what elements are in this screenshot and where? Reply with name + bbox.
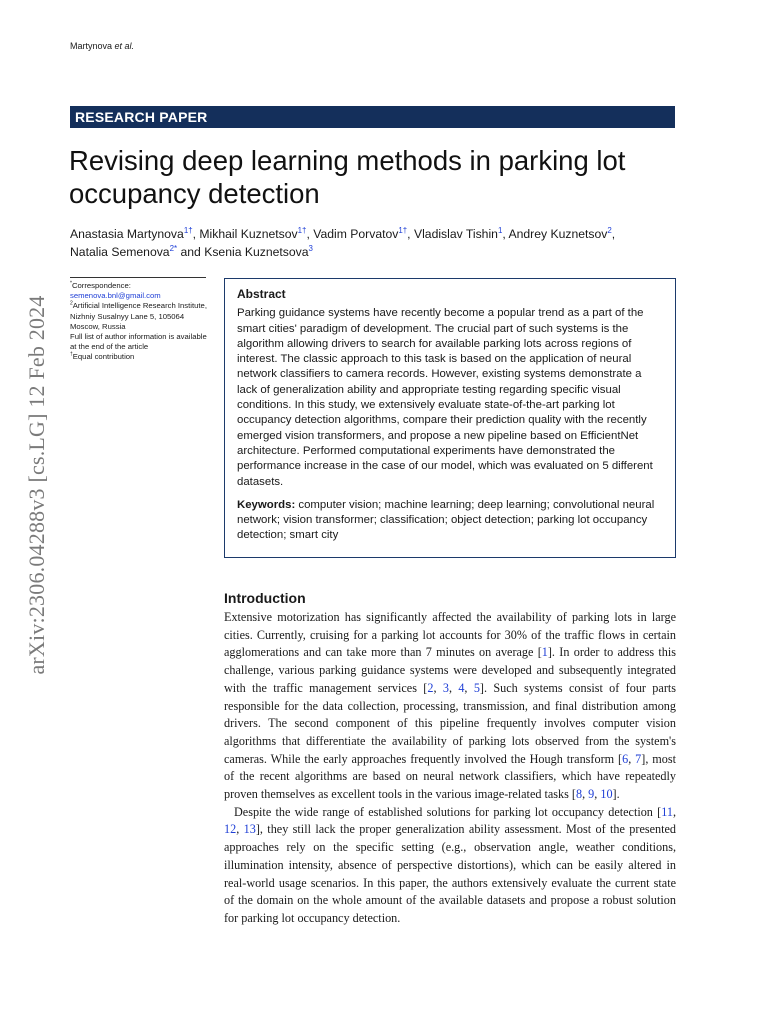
author-name: Anastasia Martynova: [70, 227, 184, 241]
citation-link[interactable]: 7: [635, 751, 642, 766]
citation-link[interactable]: 2: [427, 680, 434, 695]
abstract-heading: Abstract: [237, 287, 286, 301]
arxiv-identifier-stamp: arXiv:2306.04288v3 [cs.LG] 12 Feb 2024: [24, 295, 49, 675]
citation-link[interactable]: 9: [588, 787, 595, 802]
citation-link[interactable]: 12: [224, 822, 237, 837]
author-notes-sidebar: [70, 277, 208, 363]
sidebar-divider: [70, 277, 206, 278]
author-affiliation-link[interactable]: 1†: [297, 225, 307, 235]
author-name: Natalia Semenova: [70, 244, 170, 259]
author-affiliation-link[interactable]: 1: [497, 225, 503, 235]
citation-link[interactable]: 4: [458, 680, 465, 695]
introduction-paragraph-2: Despite the wide range of established solutions for parking lot occupancy detection [11, 12, 13], they still lack the proper generalization ability assessment. Most of the presented approaches rely on the specific setting (e.g., observation angle, weather conditions, illumination intensity, absence of perspective distortions), which can be easily altered in real-world usage scenarios. In this paper, the authors extensively evaluate the current state of the domain on the whole amount of the available datasets and propose a robust solution for parking lot occupancy detection.: [224, 804, 676, 925]
author-list: Anastasia Martynova$^{1\dagger}$, Mikhail Kuznetsov$^{1\dagger}$, Vadim Porvatov$^{1\dagger}$, Vladislav Tishin$^1$, Andrey Kuznetsov$^2$, Natalia Semenova$^{2*}$ and Ksenia Kuznetsova$^3$: [70, 225, 616, 259]
correspondence-note: *Correspondence:: [70, 280, 131, 290]
author-name: Andrey Kuznetsov: [508, 227, 608, 241]
author-affiliation-link[interactable]: 2*: [169, 243, 178, 253]
introduction-paragraph-1: Extensive motorization has significantly affected the availability of parking lots in large cities. Currently, cruising for a parking lot accounts for 30% of the traffic flows in certain agglomerations and can take more than 7 minutes on average [1]. In order to address this challenge, various parking guidance systems were developed and subsequently integrated with the traffic management services [2, 3, 4, 5]. Such systems consist of four parts responsible for the data collection, processing, transmission, and final distribution among drivers. The second component of this pipeline frequently involves computer vision algorithms that differentiate the availability of parking lots observed from the system's cameras. While the early approaches frequently involved the Hough transform [6, 7], most of the recent algorithms are based on neural network classifiers, which have repeatedly proven themselves as excellent tools in the various image-related tasks [8, 9, 10].: [224, 610, 677, 802]
running-head: [70, 41, 134, 51]
citation-link[interactable]: 10: [600, 787, 613, 802]
author-affiliation-link[interactable]: 1†: [183, 225, 193, 235]
author-name: Ksenia Kuznetsova: [204, 244, 309, 259]
citation-link[interactable]: 5: [473, 680, 480, 695]
paper-title: Revising deep learning methods in parking lot occupancy detection: [69, 145, 626, 209]
citation-link[interactable]: 3: [442, 680, 449, 695]
introduction-heading: Introduction: [224, 590, 306, 606]
author-name: Vadim Porvatov: [313, 227, 399, 241]
running-head-authors: Martynova: [70, 41, 113, 51]
author-affiliation-link[interactable]: 3: [308, 243, 313, 253]
author-name: Vladislav Tishin: [413, 227, 498, 241]
author-affiliation-link[interactable]: 1†: [398, 225, 408, 235]
introduction-body: [224, 609, 676, 928]
full-list-note: Full list of author information is available at the end of the article: [70, 332, 207, 352]
keywords-text: computer vision; machine learning; deep learning; convolutional neural network; vision transformer; classification; object detection; parking lot occupancy detection; smart city: [237, 498, 655, 542]
author-name: Mikhail Kuznetsov: [199, 227, 298, 241]
abstract-box: [224, 278, 676, 558]
author-affiliation-link[interactable]: 2: [607, 225, 612, 235]
correspondence-email-link[interactable]: semenova.bnl@gmail.com: [70, 291, 161, 301]
keywords: [237, 498, 663, 544]
citation-link[interactable]: 1: [541, 645, 548, 660]
abstract-text: Parking guidance systems have recently become a popular trend as a part of the smart cities' paradigm of development. The crucial part of such systems is the algorithm allowing drivers to search for available parking lots across regions of interest. The classic approach to this task is based on the application of neural network classifiers to camera records. However, existing systems demonstrate a lack of generalization ability and appropriate testing regarding specific visual conditions. In this study, we extensively evaluate state-of-the-art parking lot occupancy detection algorithms, compare their prediction quality with the recently emerged vision transformers, and propose a new pipeline based on EfficientNet architecture. Performed computational experiments have demonstrated the performance increase in the case of our model, which was evaluated on 5 different datasets.: [237, 307, 653, 488]
citation-link[interactable]: 6: [622, 751, 629, 766]
paper-type-banner: RESEARCH PAPER: [70, 106, 675, 128]
citation-link[interactable]: 13: [243, 822, 256, 837]
citation-link[interactable]: 11: [661, 804, 673, 819]
equal-contribution-note: †Equal contribution: [70, 351, 135, 362]
affiliation-note: $^2$Artificial Intelligence Research Institute, Nizhniy Susalnyy Lane 5, 105064 Moscow, Russia: [70, 300, 207, 331]
citation-link[interactable]: 8: [575, 787, 583, 802]
keywords-label: Keywords:: [237, 498, 296, 511]
running-head-etal: et al.: [114, 41, 135, 51]
